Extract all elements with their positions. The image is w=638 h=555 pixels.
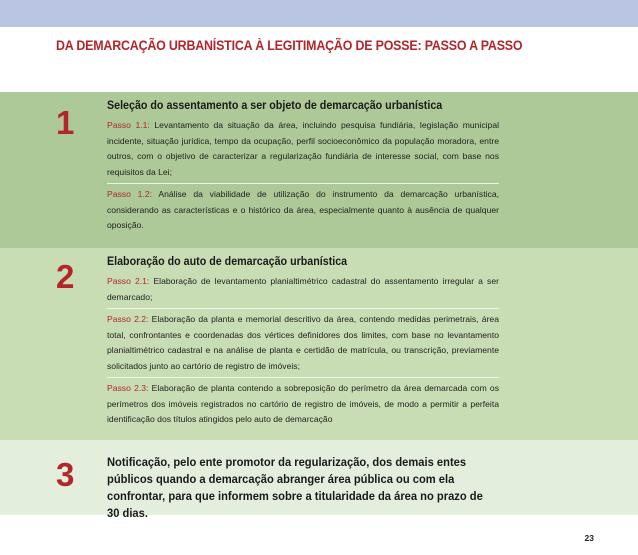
substep-paragraph [107, 312, 499, 374]
step-content [107, 454, 499, 525]
step-number: 3 [56, 456, 75, 493]
step-number: 2 [56, 258, 75, 295]
step-number: 1 [56, 104, 75, 141]
step-section-2 [0, 248, 638, 440]
substep-paragraph [107, 381, 499, 428]
substep-text: Elaboração de levantamento planialtimétrico cadastral do assentamento irregular a ser demarcado; [107, 276, 499, 302]
substep-text: Análise da viabilidade de utilização do instrumento da demarcação urbanística, considerando as características e o histórico da área, especialmente quanto à ausência de qualquer oposição. [107, 189, 499, 230]
substep-label: Passo 2.1: [107, 276, 150, 286]
page-number: 23 [584, 533, 594, 543]
substep-label: Passo 1.2: [107, 189, 153, 199]
page-title: DA DEMARCAÇÃO URBANÍSTICA À LEGITIMAÇÃO DE POSSE: PASSO A PASSO [56, 38, 523, 53]
substep-paragraph [107, 274, 499, 305]
substep-label: Passo 2.3: [107, 383, 149, 393]
substep-text: Elaboração de planta contendo a sobreposição do perímetro da área demarcada com os perímetros dos imóveis registrados no cartório de registro de imóveis, de modo a permitir a perfeita identificação dos títulos atingidos pelo auto de demarcação [107, 383, 500, 424]
step-content [107, 98, 499, 234]
top-color-bar [0, 0, 638, 27]
substep-text: Levantamento da situação da área, incluindo pesquisa fundiária, legislação municipal incidente, situação jurídica, tempo da ocupação, perfil socioeconômico da população moradora, entre outros, com o objetivo de caracterizar a regularização fundiária de interesse social, com base nos requisitos da Lei; [107, 120, 500, 177]
substep-label: Passo 2.2: [107, 314, 149, 324]
substep-paragraph [107, 118, 499, 180]
substep-text: Elaboração da planta e memorial descritivo da área, contendo medidas perimetrais, área total, confrontantes e coordenadas dos vértices definidores dos limites, com base no levantamento planialtimétrico cadastral e na análise de planta e certidão de matrícula, ou transcrição, previamente solicitados junto ao cartório de registro de imóveis; [107, 314, 499, 371]
step-section-1 [0, 92, 638, 248]
divider [107, 308, 499, 309]
divider [107, 377, 499, 378]
substep-label: Passo 1.1: [107, 120, 150, 130]
step-heading: Notificação, pelo ente promotor da regularização, dos demais entes públicos quando a demarcação abranger área pública ou com ela confrontar, para que informem sobre a titularidade da área no prazo de 30 dias. [107, 455, 483, 520]
step-heading: Seleção do assentamento a ser objeto de demarcação urbanística [107, 100, 443, 112]
substep-paragraph [107, 187, 499, 234]
step-section-3 [0, 440, 638, 520]
step-content [107, 254, 499, 428]
step-heading: Elaboração do auto de demarcação urbanística [107, 256, 348, 268]
divider [107, 183, 499, 184]
